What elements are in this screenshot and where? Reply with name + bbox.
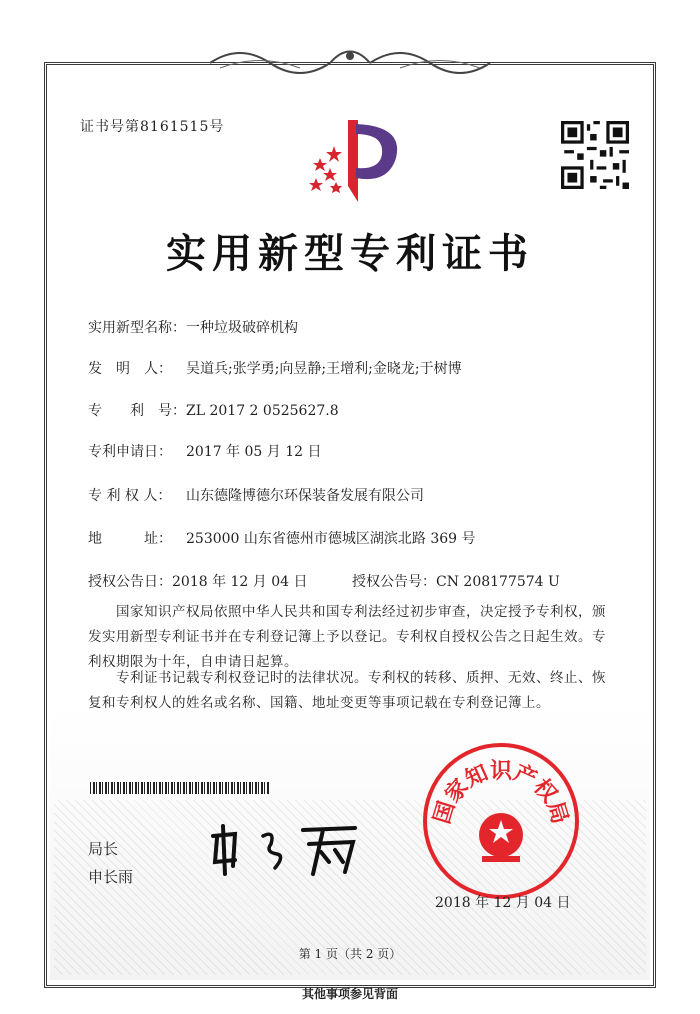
seal-text: 国家知识产权局 (429, 758, 573, 827)
field-value: 一种垃圾破碎机构 (186, 320, 298, 336)
body-paragraph-2: 专利证书记载专利权登记时的法律状况。专利权的转移、质押、无效、终止、恢复和专利权人的姓名或名称、国籍、地址变更等事项记载在专利登记簿上。 (88, 670, 606, 711)
certificate-title: 实用新型专利证书 (166, 230, 534, 277)
field-label: 发 明 人： (88, 361, 172, 377)
field-label: 授权公告号： (352, 574, 436, 590)
field-patentee (88, 485, 424, 505)
cnipa-logo-icon (296, 116, 408, 204)
field-value: 山东德隆博德尔环保装备发展有限公司 (186, 488, 424, 504)
director-name: 申长雨 (88, 868, 134, 886)
field-value: 253000 山东省德州市德城区湖滨北路 369 号 (186, 531, 476, 547)
official-seal (420, 740, 582, 902)
certificate-number: 证书号第8161515号 (80, 119, 225, 135)
field-filing-date (88, 441, 322, 461)
field-label: 专利申请日： (88, 444, 172, 460)
field-label: 地 址： (88, 531, 172, 547)
seal-date: 2018 年 12 月 04 日 (435, 895, 571, 911)
field-address (88, 528, 476, 548)
barcode-icon (90, 782, 270, 794)
field-label: 专 利 权 人： (88, 488, 172, 504)
field-grant-number (352, 571, 560, 591)
qr-code-icon (561, 121, 629, 189)
field-value: ZL 2017 2 0525627.8 (186, 403, 339, 419)
ornament-icon (200, 38, 500, 78)
footer-note: 其他事项参见背面 (301, 987, 398, 1001)
field-label: 授权公告日： (88, 574, 172, 590)
body-paragraph-1: 国家知识产权局依照中华人民共和国专利法经过初步审查，决定授予专利权，颁发实用新型专利证书并在专利登记簿上予以登记。专利权自授权公告之日起生效。专利权期限为十年，自申请日起算。 (88, 604, 606, 670)
field-value: 2017 年 05 月 12 日 (186, 444, 322, 460)
field-label: 实用新型名称： (88, 320, 186, 336)
field-value: CN 208177574 U (436, 574, 560, 590)
field-patent-number (88, 400, 339, 420)
field-inventor (88, 358, 462, 378)
director-title: 局长 (88, 840, 119, 858)
field-value: 2018 年 12 月 04 日 (172, 574, 308, 590)
field-utility-model-name (88, 317, 298, 337)
field-grant-date (88, 571, 308, 591)
field-value: 吴道兵;张学勇;向昱静;王增利;金晓龙;于树博 (186, 361, 462, 377)
field-label: 专 利 号： (88, 403, 186, 419)
handwritten-signature (205, 818, 365, 878)
page-number: 第 1 页（共 2 页） (298, 947, 402, 961)
